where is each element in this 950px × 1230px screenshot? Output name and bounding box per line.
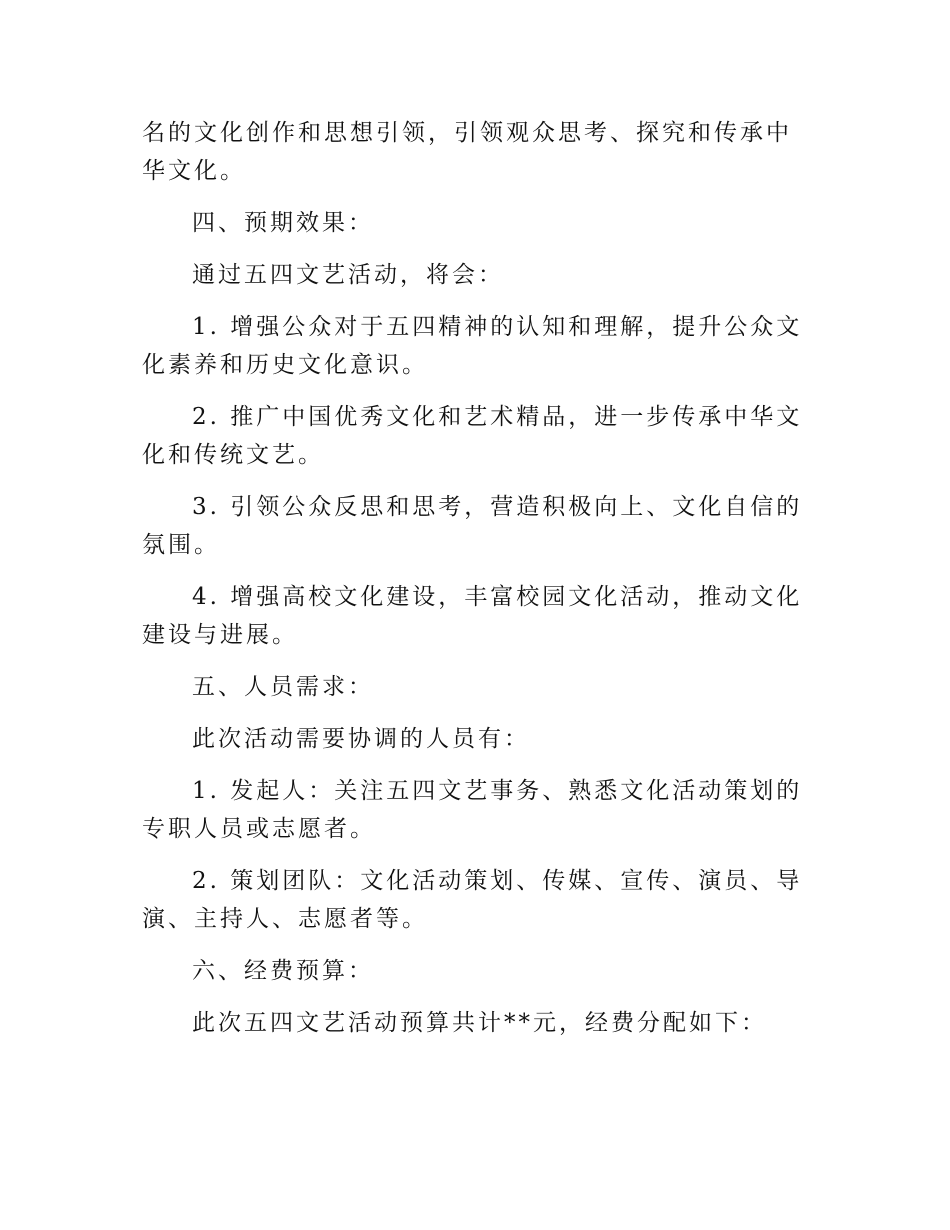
list-item-effect-1: 1. 增强公众对于五四精神的认知和理解，提升公众文化素养和历史文化意识。 [142, 314, 803, 378]
list-item-effect-2: 2. 推广中国优秀文化和艺术精品，进一步传承中华文化和传统文艺。 [142, 404, 803, 468]
document-body [142, 114, 810, 1042]
paragraph-intro-personnel: 此次活动需要协调的人员有： [192, 726, 530, 752]
list-item-personnel-1: 1. 发起人：关注五四文艺事务、熟悉文化活动策划的专职人员或志愿者。 [142, 778, 803, 842]
list-item-personnel-2: 2. 策划团队：文化活动策划、传媒、宣传、演员、导演、主持人、志愿者等。 [142, 868, 803, 932]
section-heading-expected-effects: 四、预期效果： [192, 210, 374, 236]
paragraph-intro-effects: 通过五四文艺活动，将会： [192, 262, 504, 288]
section-heading-personnel: 五、人员需求： [192, 674, 374, 700]
paragraph-budget: 此次五四文艺活动预算共计**元，经费分配如下： [192, 1010, 767, 1036]
list-item-effect-4: 4. 增强高校文化建设，丰富校园文化活动，推动文化建设与进展。 [142, 584, 803, 648]
paragraph-continuation: 名的文化创作和思想引领，引领观众思考、探究和传承中华文化。 [142, 120, 792, 184]
list-item-effect-3: 3. 引领公众反思和思考，营造积极向上、文化自信的氛围。 [142, 494, 803, 558]
section-heading-budget: 六、经费预算： [192, 958, 374, 984]
